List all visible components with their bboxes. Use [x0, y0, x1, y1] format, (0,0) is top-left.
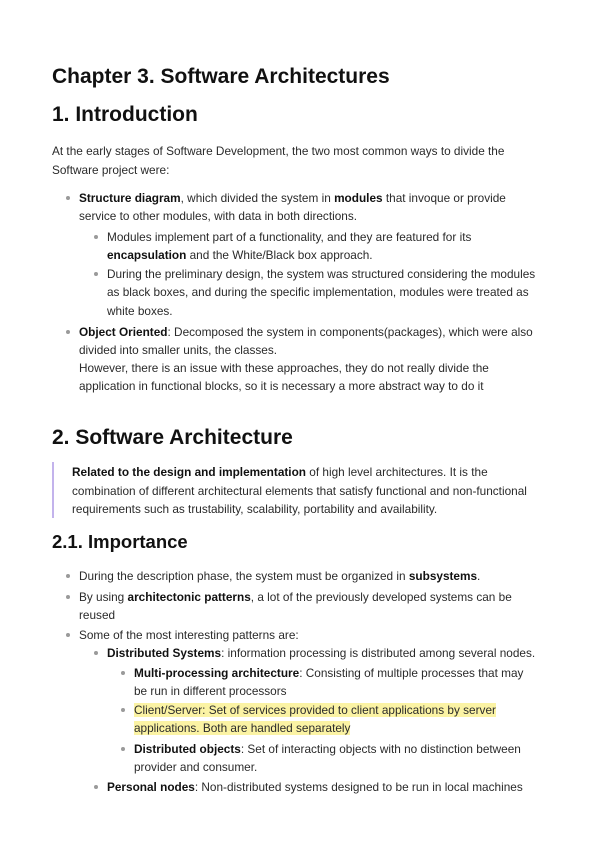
- list-item-distributed-objects-cont: provider and consumer.: [134, 760, 258, 774]
- list-item-structure-diagram: Structure diagram, which divided the system in modules that invoque or provide: [79, 191, 506, 205]
- intro-paragraph-line-1: At the early stages of Software Development, the two most common ways to divide the: [52, 144, 505, 158]
- list-item-client-server: Client/Server: Set of services provided to client applications by server: [134, 703, 496, 717]
- list-item-modules-implement-cont: encapsulation and the White/Black box approach.: [107, 248, 373, 262]
- bullet-icon: [121, 708, 125, 712]
- list-item-object-oriented-cont: divided into smaller units, the classes.: [79, 343, 278, 357]
- bullet-icon: [66, 196, 70, 200]
- bullet-icon: [94, 785, 98, 789]
- list-item-preliminary-design-cont: as black boxes, and during the specific implementation, modules were treated as: [107, 285, 529, 299]
- list-item-multiprocessing: Multi-processing architecture: Consisting of multiple processes that may: [134, 666, 524, 680]
- list-item-object-oriented-cont2: However, there is an issue with these approaches, they do not really divide the: [79, 361, 489, 375]
- list-item-interesting-patterns: Some of the most interesting patterns are:: [79, 628, 299, 642]
- bullet-icon: [121, 671, 125, 675]
- list-item-distributed-objects: Distributed objects: Set of interacting objects with no distinction between: [134, 742, 521, 756]
- list-item-object-oriented-cont3: application in functional blocks, so it is necessary a more abstract way to do it: [79, 379, 484, 393]
- list-item-architectonic-patterns: By using architectonic patterns, a lot of the previously developed systems can be: [79, 590, 512, 604]
- list-item-distributed-systems: Distributed Systems: information processing is distributed among several nodes.: [107, 646, 536, 660]
- blockquote-line-1: Related to the design and implementation of high level architectures. It is the: [72, 465, 488, 479]
- bullet-icon: [66, 574, 70, 578]
- list-item-object-oriented: Object Oriented: Decomposed the system in components(packages), which were also: [79, 325, 533, 339]
- list-item-preliminary-design-cont2: white boxes.: [107, 304, 173, 318]
- blockquote-line-2: combination of different architectural elements that satisfy functional and non-functional: [72, 484, 527, 498]
- bullet-icon: [66, 633, 70, 637]
- bullet-icon: [94, 235, 98, 239]
- bullet-icon: [94, 272, 98, 276]
- section-introduction-heading: 1. Introduction: [52, 103, 198, 126]
- bullet-icon: [94, 651, 98, 655]
- blockquote-bar: [52, 462, 54, 518]
- list-item-multiprocessing-cont: be run in different processors: [134, 684, 287, 698]
- section-software-architecture-heading: 2. Software Architecture: [52, 426, 293, 449]
- subsection-importance-heading: 2.1. Importance: [52, 531, 188, 552]
- list-item-personal-nodes: Personal nodes: Non-distributed systems designed to be run in local machines: [107, 780, 523, 794]
- list-item-description-phase: During the description phase, the system must be organized in subsystems.: [79, 569, 481, 583]
- chapter-title: Chapter 3. Software Architectures: [52, 65, 390, 88]
- list-item-modules-implement: Modules implement part of a functionality, and they are featured for its: [107, 230, 472, 244]
- list-item-client-server-cont: applications. Both are handled separately: [134, 721, 351, 735]
- intro-paragraph-line-2: Software project were:: [52, 163, 170, 177]
- list-item-architectonic-patterns-cont: reused: [79, 608, 116, 622]
- list-item-structure-diagram-cont: service to other modules, with data in both directions.: [79, 209, 358, 223]
- blockquote-line-3: requirements such as trustability, scalability, portability and availability.: [72, 502, 438, 516]
- bullet-icon: [66, 595, 70, 599]
- list-item-preliminary-design: During the preliminary design, the system was structured considering the modules: [107, 267, 536, 281]
- bullet-icon: [121, 747, 125, 751]
- bullet-icon: [66, 330, 70, 334]
